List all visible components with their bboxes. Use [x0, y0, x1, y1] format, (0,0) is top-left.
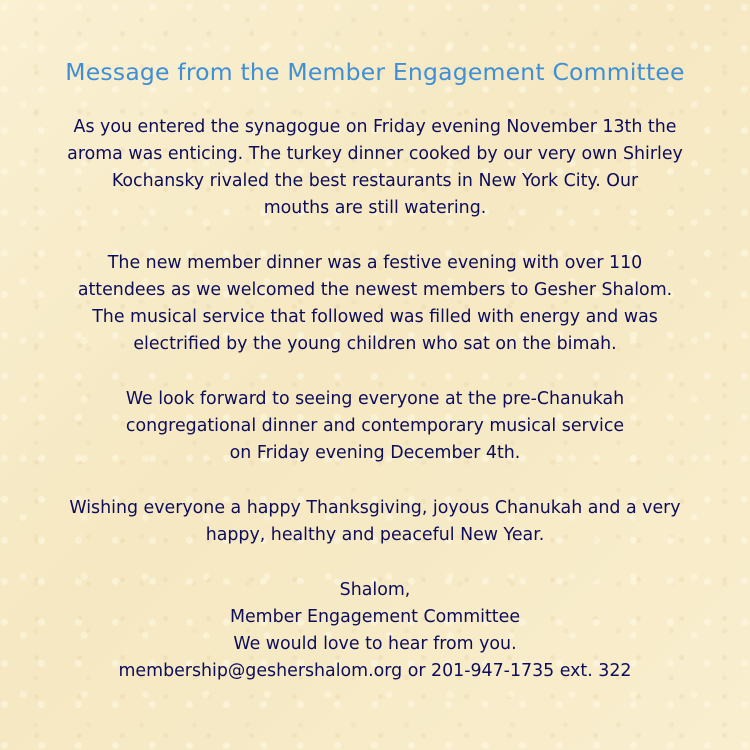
signoff-committee: Member Engagement Committee: [229, 607, 521, 627]
paragraph-line: electrified by the young children who sat on the bimah.: [133, 334, 617, 354]
contact-info: membership@geshershalom.org or 201-947-1735 ext. 322: [118, 661, 632, 681]
paragraph-holiday-wishes: [0, 495, 750, 549]
paragraph-line: The musical service that followed was filled with energy and was: [92, 307, 658, 327]
paragraph-line: The new member dinner was a festive evening with over 110: [107, 253, 643, 273]
paragraph-upcoming-event: [0, 386, 750, 467]
paragraph-line: We look forward to seeing everyone at the pre-Chanukah: [125, 389, 625, 409]
signoff-invite: We would love to hear from you.: [233, 634, 517, 654]
paragraph-line: happy, healthy and peaceful New Year.: [205, 525, 545, 545]
paragraph-new-member-dinner: [0, 250, 750, 358]
signoff: [0, 577, 750, 685]
paragraph-line: attendees as we welcomed the newest members to Gesher Shalom.: [77, 280, 673, 300]
paragraph-dinner: [0, 114, 750, 222]
paragraph-line: congregational dinner and contemporary musical service: [125, 416, 625, 436]
message-body: [0, 114, 750, 713]
paragraph-line: aroma was enticing. The turkey dinner cooked by our very own Shirley: [67, 144, 683, 164]
paragraph-line: mouths are still watering.: [263, 198, 487, 218]
paragraph-line: Kochansky rivaled the best restaurants in New York City. Our: [111, 171, 639, 191]
signoff-greeting: Shalom,: [339, 580, 411, 600]
page-title: Message from the Member Engagement Committee: [65, 58, 685, 86]
paragraph-line: Wishing everyone a happy Thanksgiving, joyous Chanukah and a very: [69, 498, 681, 518]
paragraph-line: on Friday evening December 4th.: [229, 443, 521, 463]
paragraph-line: As you entered the synagogue on Friday evening November 13th the: [73, 117, 677, 137]
